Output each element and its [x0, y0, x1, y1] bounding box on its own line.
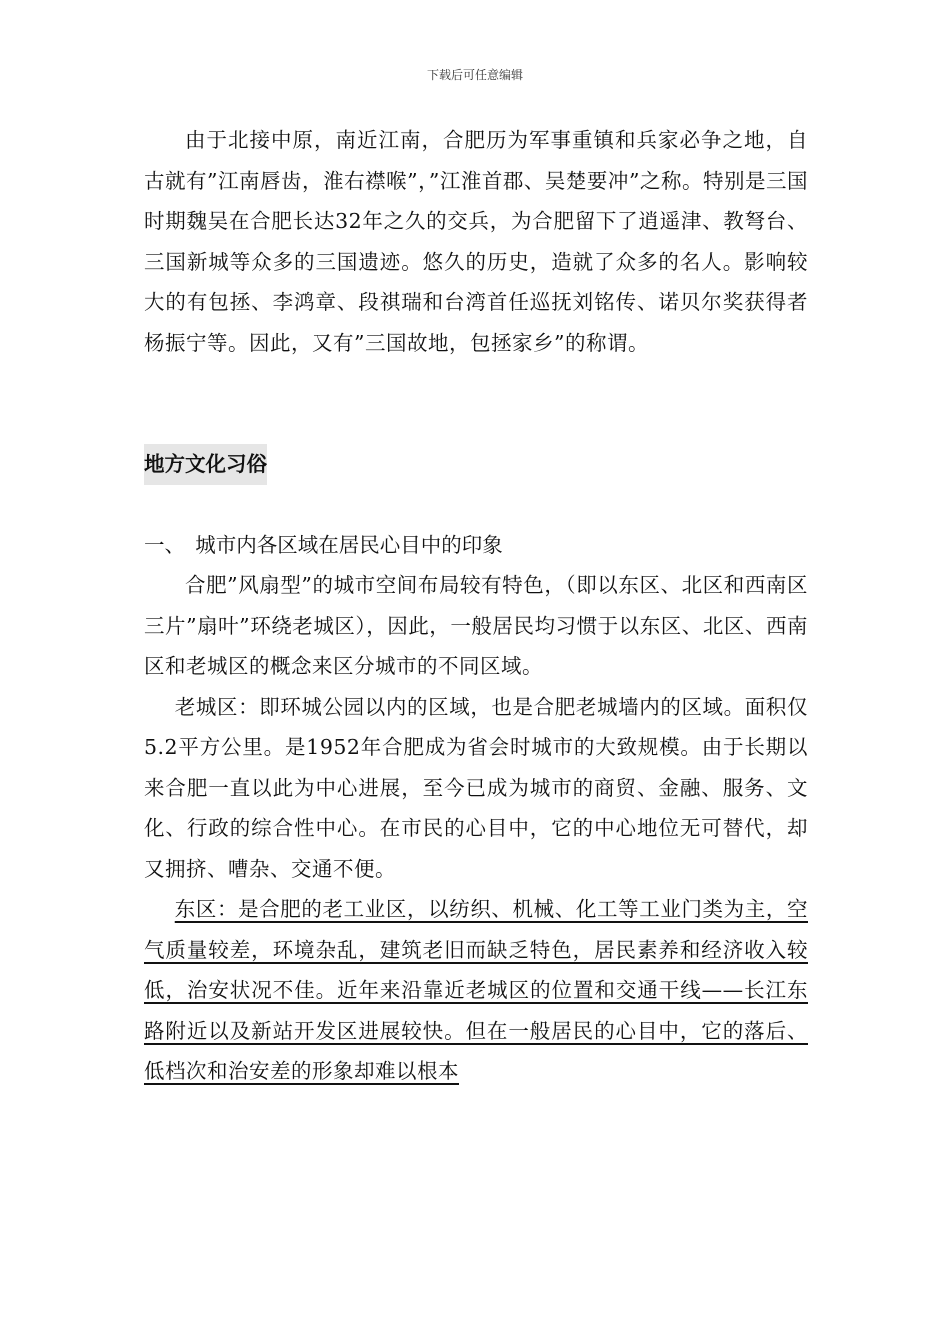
- spacer: [144, 485, 808, 525]
- section-heading: 地方文化习俗: [144, 444, 267, 485]
- paragraph-old-city: 老城区：即环城公园以内的区域，也是合肥老城墙内的区域。面积仅5.2平方公里。是1952年合肥成为省会时城市的大致规模。由于长期以来合肥一直以此为中心进展，至今已成为城市的商贸、金融、服务、文化、行政的综合性中心。在市民的心目中，它的中心地位无可替代，却又拥挤、嘈杂、交通不便。: [144, 694, 808, 881]
- paragraph-history: 由于北接中原，南近江南，合肥历为军事重镇和兵家必争之地，自古就有”江南唇齿，淮右襟喉”，”江淮首郡、吴楚要冲”之称。特别是三国时期魏吴在合肥长达32年之久的交兵，为合肥留下了逍遥津、教弩台、三国新城等众多的三国遗迹。悠久的历史，造就了众多的名人。影响较大的有包拯、李鸿章、段祺瑞和台湾首任巡抚刘铭传、诺贝尔奖获得者杨振宁等。因此，又有”三国故地，包拯家乡”的称谓。: [144, 128, 808, 355]
- document-body: [144, 120, 808, 1092]
- spacer: [144, 363, 808, 444]
- paragraph-east-district: 东区：是合肥的老工业区，以纺织、机械、化工等工业门类为主，空气质量较差，环境杂乱，建筑老旧而缺乏特色，居民素养和经济收入较低，治安状况不佳。近年来沿靠近老城区的位置和交通干线——长江东路附近以及新站开发区进展较快。但在一般居民的心目中，它的落后、低档次和治安差的形象却难以根本: [144, 897, 808, 1083]
- header-note: 下载后可任意编辑: [426, 68, 523, 82]
- list-heading: 一、 城市内各区域在居民心目中的印象: [144, 532, 503, 557]
- paragraph-city-layout: 合肥”风扇型”的城市空间布局较有特色，（即以东区、北区和西南区三片”扇叶”环绕老城区），因此，一般居民均习惯于以东区、北区、西南区和老城区的概念来区分城市的不同区域。: [144, 573, 808, 678]
